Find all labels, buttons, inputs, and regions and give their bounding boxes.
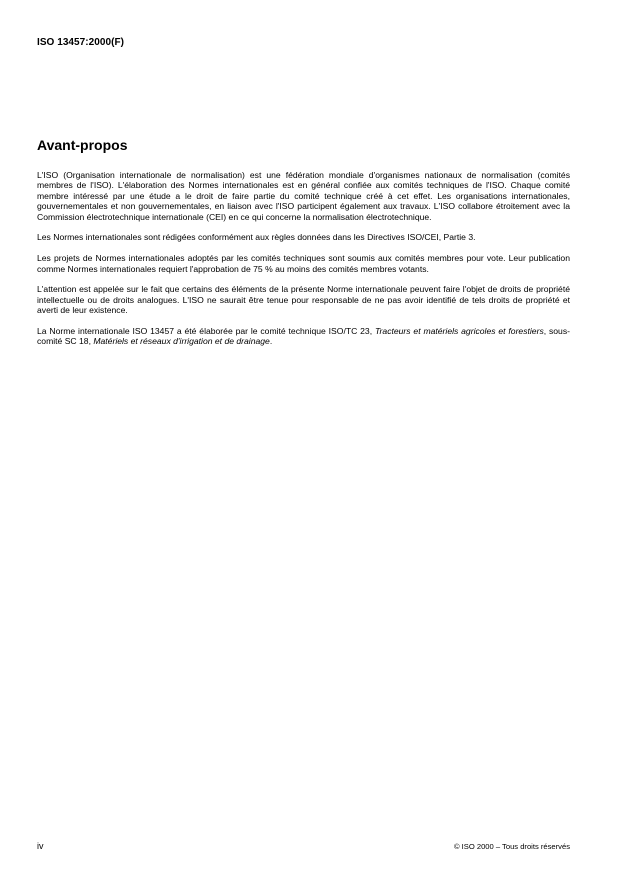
- paragraph-committee-preparation: [37, 326, 570, 347]
- paragraph-iso-organisation: L'ISO (Organisation internationale de normalisation) est une fédération mondiale d'organismes nationaux de normalisation (comités membres de l'ISO). L'élaboration des Normes internationales est en général confiée aux comités techniques de l'ISO. Chaque comité membre intéressé par une étude a le droit de faire partie du comité technique créé à cet effet. Les organisations internationales, gouvernementales et non gouvernementales, en liaison avec l'ISO participent également aux travaux. L'ISO collabore étroitement avec la Commission électrotechnique internationale (CEI) en ce qui concerne la normalisation électrotechnique.: [37, 170, 570, 222]
- committee-title-italic: Tracteurs et matériels agricoles et forestiers: [374, 326, 544, 337]
- paragraph-directives: Les Normes internationales sont rédigées conformément aux règles données dans les Directives ISO/CEI, Partie 3.: [37, 232, 476, 243]
- foreword-body: [37, 170, 570, 357]
- committee-text-3: .: [269, 336, 273, 347]
- copyright-notice: © ISO 2000 – Tous droits réservés: [453, 842, 570, 851]
- section-title: Avant-propos: [37, 137, 128, 153]
- paragraph-patent-rights: L'attention est appelée sur le fait que certains des éléments de la présente Norme internationale peuvent faire l'objet de droits de propriété intellectuelle ou de droits analogues. L'ISO ne saurait être tenue pour responsable de ne pas avoir identifié de tels droits de propriété et averti de leur existence.: [37, 284, 570, 316]
- document-id-header: ISO 13457:2000(F): [37, 37, 125, 48]
- paragraph-voting: Les projets de Normes internationales adoptés par les comités techniques sont soumis aux comités membres pour vote. Leur publication comme Normes internationales requiert l'approbation de 75 % au moins des comités membres votants.: [37, 253, 570, 274]
- committee-text-1: La Norme internationale ISO 13457 a été élaborée par le comité technique ISO/TC 23,: [37, 326, 375, 337]
- committee-text-2: , sous-comité SC 18,: [37, 326, 570, 347]
- page-number: iv: [37, 841, 44, 851]
- subcommittee-title-italic: Matériels et réseaux d'irrigation et de drainage: [93, 336, 270, 347]
